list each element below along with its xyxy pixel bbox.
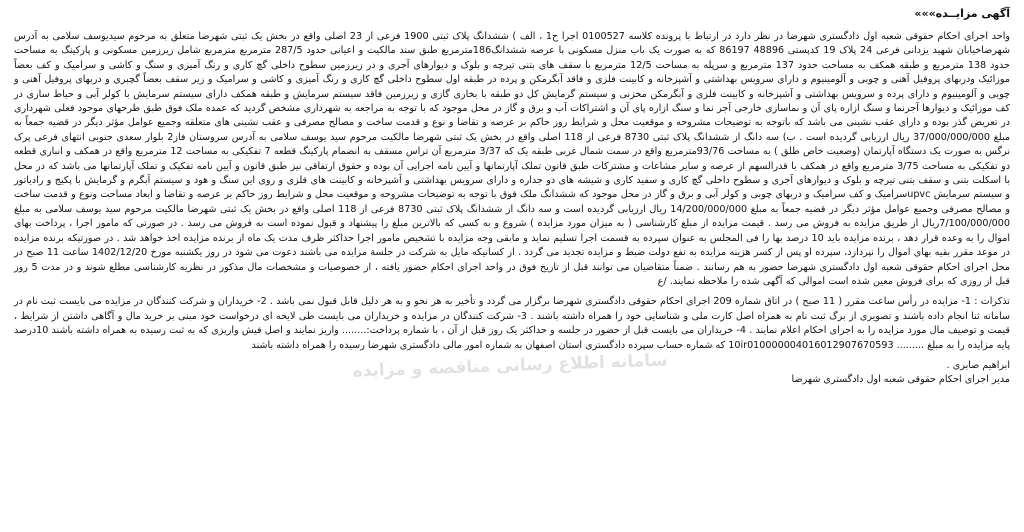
watermark-text: سامانه اطلاع رسانی مناقصه و مزایده xyxy=(352,350,668,382)
notice-body: واحد اجرای احکام حقوقی شعبه اول دادگستری شهرضا در نظر دارد در ارتباط با پرونده کلاسه 0100527 اجرا ح1 ، الف ) ششدانگ پلاک ثبتی 1900 فرعی از 23 اصلی واقع در بخش یک ثبتی شهرضا متعلق به مرحوم سیدیوسف سلامی به آدرس شهرضاخیابان شهید یزدانی فرعی 24 پلاک 19 کدپستی 48896 86197 که به صورت یک باب منزل مسکونی با عرصه ششدانگ186مترمربع طبق سند مالکیت و اعیانی حدود 287/5 مترمربع مترمربع شامل زیرزمین مسکونی و پارکینگ به مساحت حدود 138 مترمربع و طبقه همکف به مساحت حدود 137 مترمربع و سرپله به مساحت 12/5 مترمربع با سقف های بتنی تیرچه و بلوک و دیوارهای آجری و در زیرزمین سطوح داخلی گچ کاری و رنگ آمیزی و سنگ و کاشی و سرامیک و کف بعضاً موزائیک ودربهای پروفیل آهنی و چوبی و آلومینیوم و دارای سرویس بهداشتی و آشپزخانه و کابینت فلزی و فاقد آبگرمکن و پرده در طبقه اول سطوح داخلی گچ کاری و رنگ آمیزی و کاشی و سرامیک و زیر سقف بعضاً گچبری و دربهای پروفیل آهنی و چوبی و آلومینیوم و دارای پرده و سرویس بهداشتی و آشپزخانه و کابینت فلزی و آبگرمکن مخزنی و سیستم گرمایش کل دو طبقه با بخاری گازی و زیرزمین فاقد سیستم سرمایش و طبقه همکف دارای سیستم سرمایش با کولر آبی و حیاط سازی در کف موزائیک و دیوارها آجرنما و سنگ ازاره پای آن و نماسازی خارجی آجر نما و سنگ ازاره پای آن و اشتراکات آب و برق و گاز در محل موجود که با توجه به مراجعه به شهرداری مشخص گردید که عمده ملک فوق طبق طرحهای موجود فعلی شهرداری در تعریض گذر بوده و دارای عقب نشینی می باشد که باتوجه به توضیحات مشروحه و موقعیت محل و شرایط روز حاکم بر عرصه و تقاضا و نوع و قدمت ساخت و مصالح مصرفی و عقب نشینی های متعلقه وجمیع عوامل مؤثر دیگر در قضیه جمعاً به مبلغ 37/000/000/000 ریال ارزیابی گردیده است . ب) سه دانگ از ششدانگ پلاک ثبتی 8730 فرعی از 118 اصلی واقع در بخش یک ثبتی شهرضا مالکیت مرحوم سید یوسف سلامی به آدرس سروستان فاز2 بلوار سعدی جنوبی انتهای فرعی پرک نرگس به صورت یک دستگاه آپارتمان (وضعیت خاص طلق ) به مساحت 93/76مترمربع واقع در سمت شمال غربی طبقه یک که 3/37 مترمربع آن تراس مسقف به انضمام پارکینگ قطعه 7 تفکیکی به مساحت 12 مترمربع واقع در همکف و انباری قطعه دو تفکیکی به مساحت 3/75 مترمربع واقع در همکف با قدرالسهم از عرصه و سایر مشاعات و مشترکات طبق قانون تملک آپارتمانها و آیین نامه اجرایی آن بوده و حقوق ارتفاقی نیز طبق قانون و آیین نامه تفکیک و تملک آپارتمانها می باشد که در محل با اسکلت بتنی و سقف بتنی تیرچه و بلوک و دیوارهای آجری و سطوح داخلی گچ کاری و سفید کاری و شیشه های دو جداره و دارای سرویس بهداشتی و آشپزخانه و کابینت های فلزی و روی این سنگ و هود و سیستم آبگرم و گرمایش با پکیج و رادیاتور و سیستم سرمایش upvcسرامیک و کف سرامیک و دربهای چوبی و کولر آبی و برق و گاز در محل موجود که ششدانگ ملک فوق با توجه به توضیحات مشروحه و موقعیت محل و شرایط روز حاکم بر عرصه و تقاضا و ابعاد مساحت ونوع و قدمت ساخت و مصالح مصرفی وجمیع عوامل مؤثر دیگر در قضیه جمعاً به مبلغ 14/200/000/000 ریال ارزیابی گردیده است و سه دانگ از ششدانگ پلاک ثبتی 8730 فرعی از 118 اصلی واقع در بخش یک ثبتی شهرضا مالکیت مرحوم سید یوسف سلامی به مبلغ 7/100/000/000ریال از طریق مزایده به فروش می رسد . قیمت مزایده از مبلغ کارشناسی ( به میزان مورد مزایده ) شروع و به کسی که بالاترین مبلغ را پیشنهاد و قبول نموده است به فروش می رسد . در صورتی که مامور اجرا ، پرداخت بهای اموال را به وعده قرار دهد ، برنده مزایده باید 10 درصد بها را فی المجلس به عنوان سپرده به قسمت اجرا تسلیم نماید و مابقی وجه مزایده با تشخیص مامور اجرا حداکثر ظرف مدت یک ماه از برنده مزایده اخذ خواهد شد . در صورتیکه برنده مزایده در موعد مقرر بقیه بهای اموال را نپردازد، سپرده او پس از کسر هزینه مزایده به نفع دولت ضبط و مزایده تجدید می گردد . از کسانیکه مایل به شرکت در جلسة مزایده می باشند دعوت می شود در روز یکشنبه مورخ 1402/12/20 ساعت 11 صبح در محل اجرای احکام حقوقی شعبه اول دادگستری شهرضا حضور به هم رسانند . ضمناً متقاضیان می توانند قبل از تاریخ فوق در واحد اجرای احکام حضور یافته ، از خصوصیات و مشخصات مال مذکور در نظریه کارشناسی مطلع شوند و در مدت 5 روز قبل از روزی که برای فروش معین شده است اموالی که آگهی شده را ملاحظه نمایند. /ع xyxy=(14,31,1011,287)
notice-title: آگهی مزایــده»»» xyxy=(914,7,1010,20)
notes-paragraph: تذکرات : 1- مزایده در رأس ساعت مقرر ( 11 صبح ) در اتاق شماره 209 اجرای احکام حقوقی دادگستری شهرضا برگزار می گردد و تأخیر به هر نحو و به هر دلیل قابل قبول نمی باشد . 2- خریداران و شرکت کنندگان در مزایده می بایست ثبت نام در سامانه ثنا انجام داده باشند و تصویری از برگ ثبت نام به همراه اصل کارت ملی و شناسایی خود را همراه داشته باشند . 3- شرکت کنندگان در مزایده و خریداران می بایست طی لایحه ای درخواست خود مبنی بر خرید مال و آگاهی داشتن از شرایط ، قیمت و توصیف مال مورد مزایده را به اجرای احکام اعلام نمایند . 4- خریداران می بایست قبل از حضور در جلسه و حداکثر یک روز قبل از آن ، با شماره پرداخت:........ واریز نمایند و اصل فیش واریزی که به ثبت رسیده به همراه داشته باشند 10درصد پایه مزایده را به مبلغ ......... 10ir010000004016012907670593 که شماره حساب سپرده دادگستری استان اصفهان به شماره امور مالی دادگستری شهرضا رسیده را همراه داشته باشند xyxy=(14,296,1010,351)
notice-notes xyxy=(14,295,1010,353)
notice-signature xyxy=(14,359,1010,388)
signer-name: ابراهیم صابری . xyxy=(946,359,1010,371)
signer-title: مدیر اجرای احکام حقوقی شعبه اول دادگستری شهرضا xyxy=(791,374,1010,386)
